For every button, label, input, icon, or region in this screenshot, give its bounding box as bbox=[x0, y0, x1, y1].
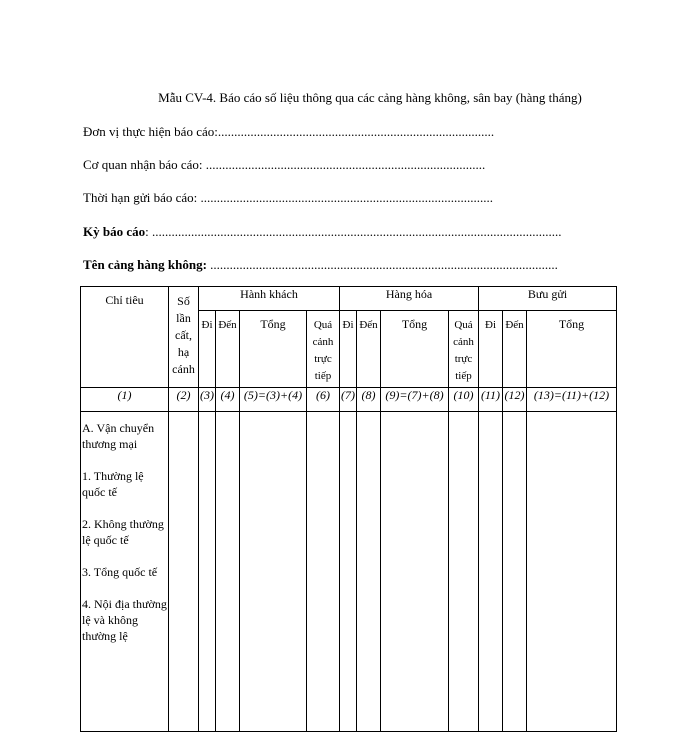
header-tong: Tổng bbox=[527, 311, 617, 388]
field-label: Đơn vị thực hiện báo cáo: bbox=[83, 124, 218, 139]
header-hanh-khach: Hành khách bbox=[199, 287, 340, 311]
data-cell bbox=[216, 412, 240, 732]
data-cell bbox=[479, 412, 503, 732]
field-label: Thời hạn gửi báo cáo: bbox=[83, 190, 198, 205]
col-number: (10) bbox=[449, 388, 479, 412]
row-label-a: A. Vận chuyển thương mại bbox=[82, 421, 155, 451]
col-number: (11) bbox=[479, 388, 503, 412]
header-buu-gui: Bưu gửi bbox=[479, 287, 617, 311]
row-label-3: 3. Tổng quốc tế bbox=[82, 565, 158, 579]
data-cell bbox=[381, 412, 449, 732]
col-number: (3) bbox=[199, 388, 216, 412]
col-number: (6) bbox=[307, 388, 340, 412]
col-number: (9)=(7)+(8) bbox=[381, 388, 449, 412]
col-number: (13)=(11)+(12) bbox=[527, 388, 617, 412]
report-table bbox=[80, 286, 617, 732]
row-label-2: 2. Không thường lệ quốc tế bbox=[82, 517, 164, 547]
row-labels-cell bbox=[81, 412, 169, 732]
header-den: Đến bbox=[216, 311, 240, 388]
col-number: (2) bbox=[169, 388, 199, 412]
data-cell bbox=[449, 412, 479, 732]
data-cell bbox=[503, 412, 527, 732]
row-label-1: 1. Thường lệ quốc tế bbox=[82, 469, 144, 499]
col-number: (5)=(3)+(4) bbox=[240, 388, 307, 412]
field-reporting-unit bbox=[83, 124, 494, 140]
field-dots: ...................................................................................... bbox=[202, 157, 486, 172]
data-cell bbox=[307, 412, 340, 732]
field-dots: .......................................................................................... bbox=[197, 190, 494, 205]
field-label: Tên cảng hàng không: bbox=[83, 257, 207, 272]
col-number: (1) bbox=[81, 388, 169, 412]
header-di: Đi bbox=[340, 311, 357, 388]
header-so-lan: Số lần cất, hạ cánh bbox=[169, 287, 199, 388]
field-dots: : .............................................................................................................................. bbox=[145, 224, 562, 239]
header-tong: Tổng bbox=[381, 311, 449, 388]
header-di: Đi bbox=[479, 311, 503, 388]
col-number: (7) bbox=[340, 388, 357, 412]
header-den: Đến bbox=[503, 311, 527, 388]
header-hang-hoa: Hàng hóa bbox=[340, 287, 479, 311]
data-cell bbox=[527, 412, 617, 732]
header-tong: Tổng bbox=[240, 311, 307, 388]
header-di: Đi bbox=[199, 311, 216, 388]
field-report-period bbox=[83, 224, 562, 240]
data-cell bbox=[199, 412, 216, 732]
data-cell bbox=[240, 412, 307, 732]
col-number: (12) bbox=[503, 388, 527, 412]
col-number: (4) bbox=[216, 388, 240, 412]
field-receiving-agency bbox=[83, 157, 485, 173]
header-chi-tieu: Chỉ tiêu bbox=[81, 287, 169, 388]
form-title: Mẫu CV-4. Báo cáo số liệu thông qua các cảng hàng không, sân bay (hàng tháng) bbox=[158, 90, 582, 105]
field-deadline bbox=[83, 190, 493, 206]
data-cell bbox=[357, 412, 381, 732]
data-cell bbox=[169, 412, 199, 732]
field-dots: ........................................................................................................... bbox=[206, 257, 558, 272]
header-den: Đến bbox=[357, 311, 381, 388]
field-label: Kỳ báo cáo bbox=[83, 224, 146, 239]
header-qua-canh: Quá cảnh trực tiếp bbox=[307, 311, 340, 388]
field-dots: ..................................................................................... bbox=[217, 124, 495, 139]
col-number: (8) bbox=[357, 388, 381, 412]
field-label: Cơ quan nhận báo cáo: bbox=[83, 157, 203, 172]
header-qua-canh: Quá cảnh trực tiếp bbox=[449, 311, 479, 388]
row-label-4: 4. Nội địa thường lệ và không thường lệ bbox=[82, 597, 167, 643]
field-airport-name bbox=[83, 257, 558, 273]
data-cell bbox=[340, 412, 357, 732]
